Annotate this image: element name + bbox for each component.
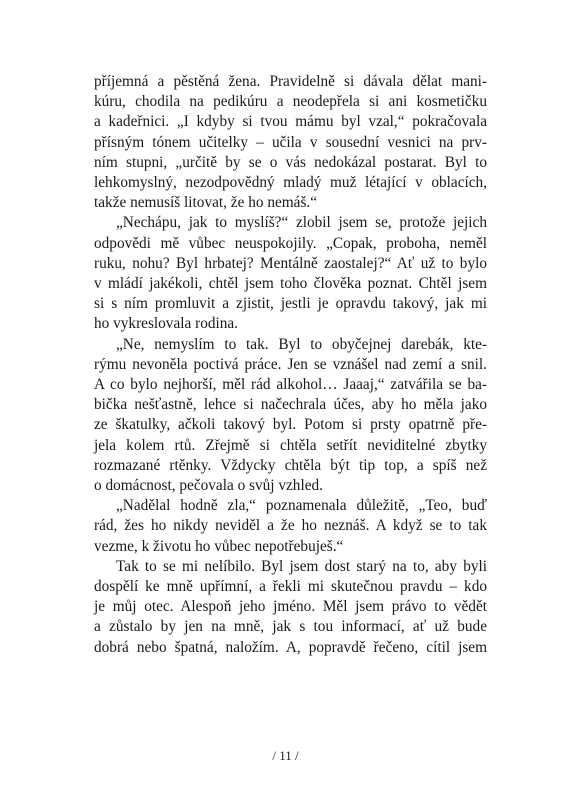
text-line: si s ním promluvit a zjistit, jestli je opravdu takový, jak mi — [94, 295, 487, 313]
text-line: rád, žes ho nikdy neviděl a že ho neznáš. A když se to tak — [94, 517, 487, 535]
paragraph — [94, 335, 487, 497]
text-line: v mládí jakékoli, chtěl jsem toho člověka poznat. Chtěl jsem — [94, 275, 487, 293]
text-line: ze škatulky, ačkoli takový byl. Potom si prsty opatrně pře- — [94, 416, 487, 434]
text-line: ním stupni, „určitě by se o vás nedokázal postarat. Byl to — [94, 153, 487, 171]
text-line: A co bylo nejhorší, měl rád alkohol… Jaaaj,“ zatvářila se ba- — [94, 376, 487, 394]
paragraph — [94, 213, 487, 334]
text-line: rýmu nevoněla poctivá práce. Jen se vznášel nad zemí a snil. — [94, 355, 487, 373]
text-line: odpovědi mě vůbec neuspokojily. „Copak, proboha, neměl — [94, 234, 487, 252]
text-line: rozmazané rtěnky. Vždycky chtěla být tip top, a spíš než — [94, 456, 487, 474]
text-line: je můj otec. Alespoň jeho jméno. Měl jsem právo to vědět — [94, 598, 487, 616]
text-line: kúru, chodila na pedikúru a neodepřela si ani kosmetičku — [94, 93, 487, 111]
text-line: „Nadělal hodně zla,“ poznamenala důležitě, „Teo, buď — [116, 497, 487, 515]
text-line: jela kolem rtů. Zřejmě si chtěla setřít neviditelné zbytky — [94, 436, 487, 454]
text-line: a zůstalo by jen na mně, jak s tou informací, ať už bude — [94, 618, 487, 636]
paragraph — [94, 557, 487, 658]
page-number: / 11 / — [272, 748, 299, 763]
text-line: Tak to se mi nelíbilo. Byl jsem dost starý na to, aby byli — [116, 557, 487, 575]
text-line: bička nešťastně, lehce si načechrala účes, aby ho měla jako — [94, 396, 487, 414]
text-line: ho vykreslovala rodina. — [94, 315, 239, 333]
text-line: příjemná a pěstěná žena. Pravidelně si dávala dělat mani- — [94, 73, 487, 90]
text-line: dospělí ke mně upřímní, a řekli mi skutečnou pravdu – kdo — [94, 578, 487, 596]
text-line: „Ne, nemyslím to tak. Byl to obyčejnej darebák, kte- — [116, 335, 487, 353]
text-line: o domácnost, pečovala o svůj vzhled. — [94, 477, 323, 495]
text-line: dobrá nebo špatná, naložím. A, popravdě řečeno, cítil jsem — [94, 638, 487, 656]
text-line: lehkomyslný, nezodpovědný mladý muž létající v oblacích, — [94, 174, 487, 192]
text-line: přísným tónem učitelky – učila v sousední vesnici na prv- — [94, 133, 487, 151]
page-text-body — [94, 72, 487, 658]
paragraph — [94, 72, 487, 213]
text-line: a kadeřnici. „I kdyby si tvou mámu byl vzal,“ pokračovala — [94, 113, 487, 131]
text-line: vezme, k životu ho vůbec nepotřebuješ.“ — [94, 537, 344, 555]
text-line: takže nemusíš litovat, že ho nemáš.“ — [94, 194, 318, 212]
text-line: ruku, nohu? Byl hrbatej? Mentálně zaostalej?“ Ať už to bylo — [94, 254, 487, 272]
paragraph — [94, 496, 487, 557]
text-line: „Nechápu, jak to myslíš?“ zlobil jsem se, protože jejich — [116, 214, 487, 232]
